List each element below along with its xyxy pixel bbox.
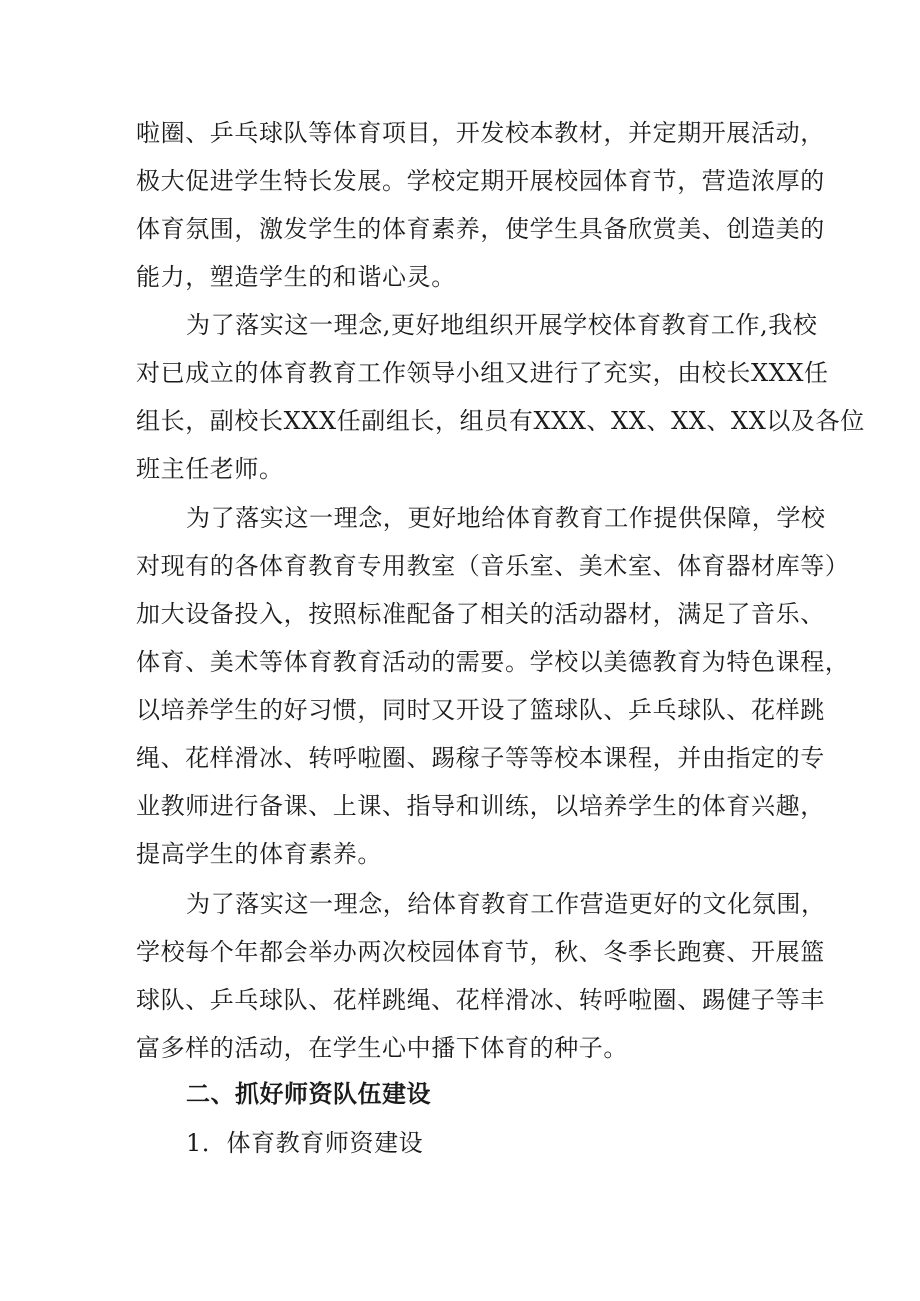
paragraph-3-line-8: 提高学生的体育素养。 xyxy=(136,840,382,868)
paragraph-2-line-4: 班主任老师。 xyxy=(136,455,284,483)
paragraph-2-line-1: 为了落实这一理念,更好地组织开展学校体育教育工作,我校 xyxy=(186,311,818,339)
paragraph-3-line-2: 对现有的各体育教育专用教室（音乐室、美术室、体育器材库等） xyxy=(136,552,850,580)
paragraph-3-line-7: 业教师进行备课、上课、指导和训练，以培养学生的体育兴趣， xyxy=(136,792,825,820)
paragraph-1-line-3: 体育氛围，激发学生的体育素养，使学生具备欣赏美、创造美的 xyxy=(136,215,825,243)
paragraph-1-line-4: 能力，塑造学生的和谐心灵。 xyxy=(136,263,456,291)
paragraph-4-line-1: 为了落实这一理念，给体育教育工作营造更好的文化氛围， xyxy=(186,890,826,918)
subsection-heading: 1．体育教育师资建设 xyxy=(186,1129,424,1157)
paragraph-4-line-3: 球队、乒乓球队、花样跳绳、花样滑冰、转呼啦圈、踢健子等丰 xyxy=(136,986,825,1014)
paragraph-3-line-3: 加大设备投入，按照标准配备了相关的活动器材，满足了音乐、 xyxy=(136,600,825,628)
paragraph-3-line-5: 以培养学生的好习惯，同时又开设了篮球队、乒乓球队、花样跳 xyxy=(136,696,825,724)
paragraph-3-line-6: 绳、花样滑冰、转呼啦圈、踢稼子等等校本课程，并由指定的专 xyxy=(136,744,825,772)
paragraph-2-line-2: 对已成立的体育教育工作领导小组又进行了充实，由校长XXX任 xyxy=(136,359,829,387)
paragraph-1-line-1: 啦圈、乒乓球队等体育项目，开发校本教材，并定期开展活动， xyxy=(136,119,825,147)
paragraph-4-line-2: 学校每个年都会举办两次校园体育节，秋、冬季长跑赛、开展篮 xyxy=(136,938,825,966)
paragraph-3-line-4: 体育、美术等体育教育活动的需要。学校以美德教育为特色课程， xyxy=(136,648,850,676)
paragraph-2-line-3: 组长，副校长XXX任副组长，组员有XXX、XX、XX、XX以及各位 xyxy=(136,407,865,435)
paragraph-3-line-1: 为了落实这一理念，更好地给体育教育工作提供保障，学校 xyxy=(186,504,826,532)
paragraph-4-line-4: 富多样的活动，在学生心中播下体育的种子。 xyxy=(136,1034,628,1062)
paragraph-1-line-2: 极大促进学生特长发展。学校定期开展校园体育节，营造浓厚的 xyxy=(136,167,825,195)
section-heading: 二、抓好师资队伍建设 xyxy=(186,1080,431,1108)
